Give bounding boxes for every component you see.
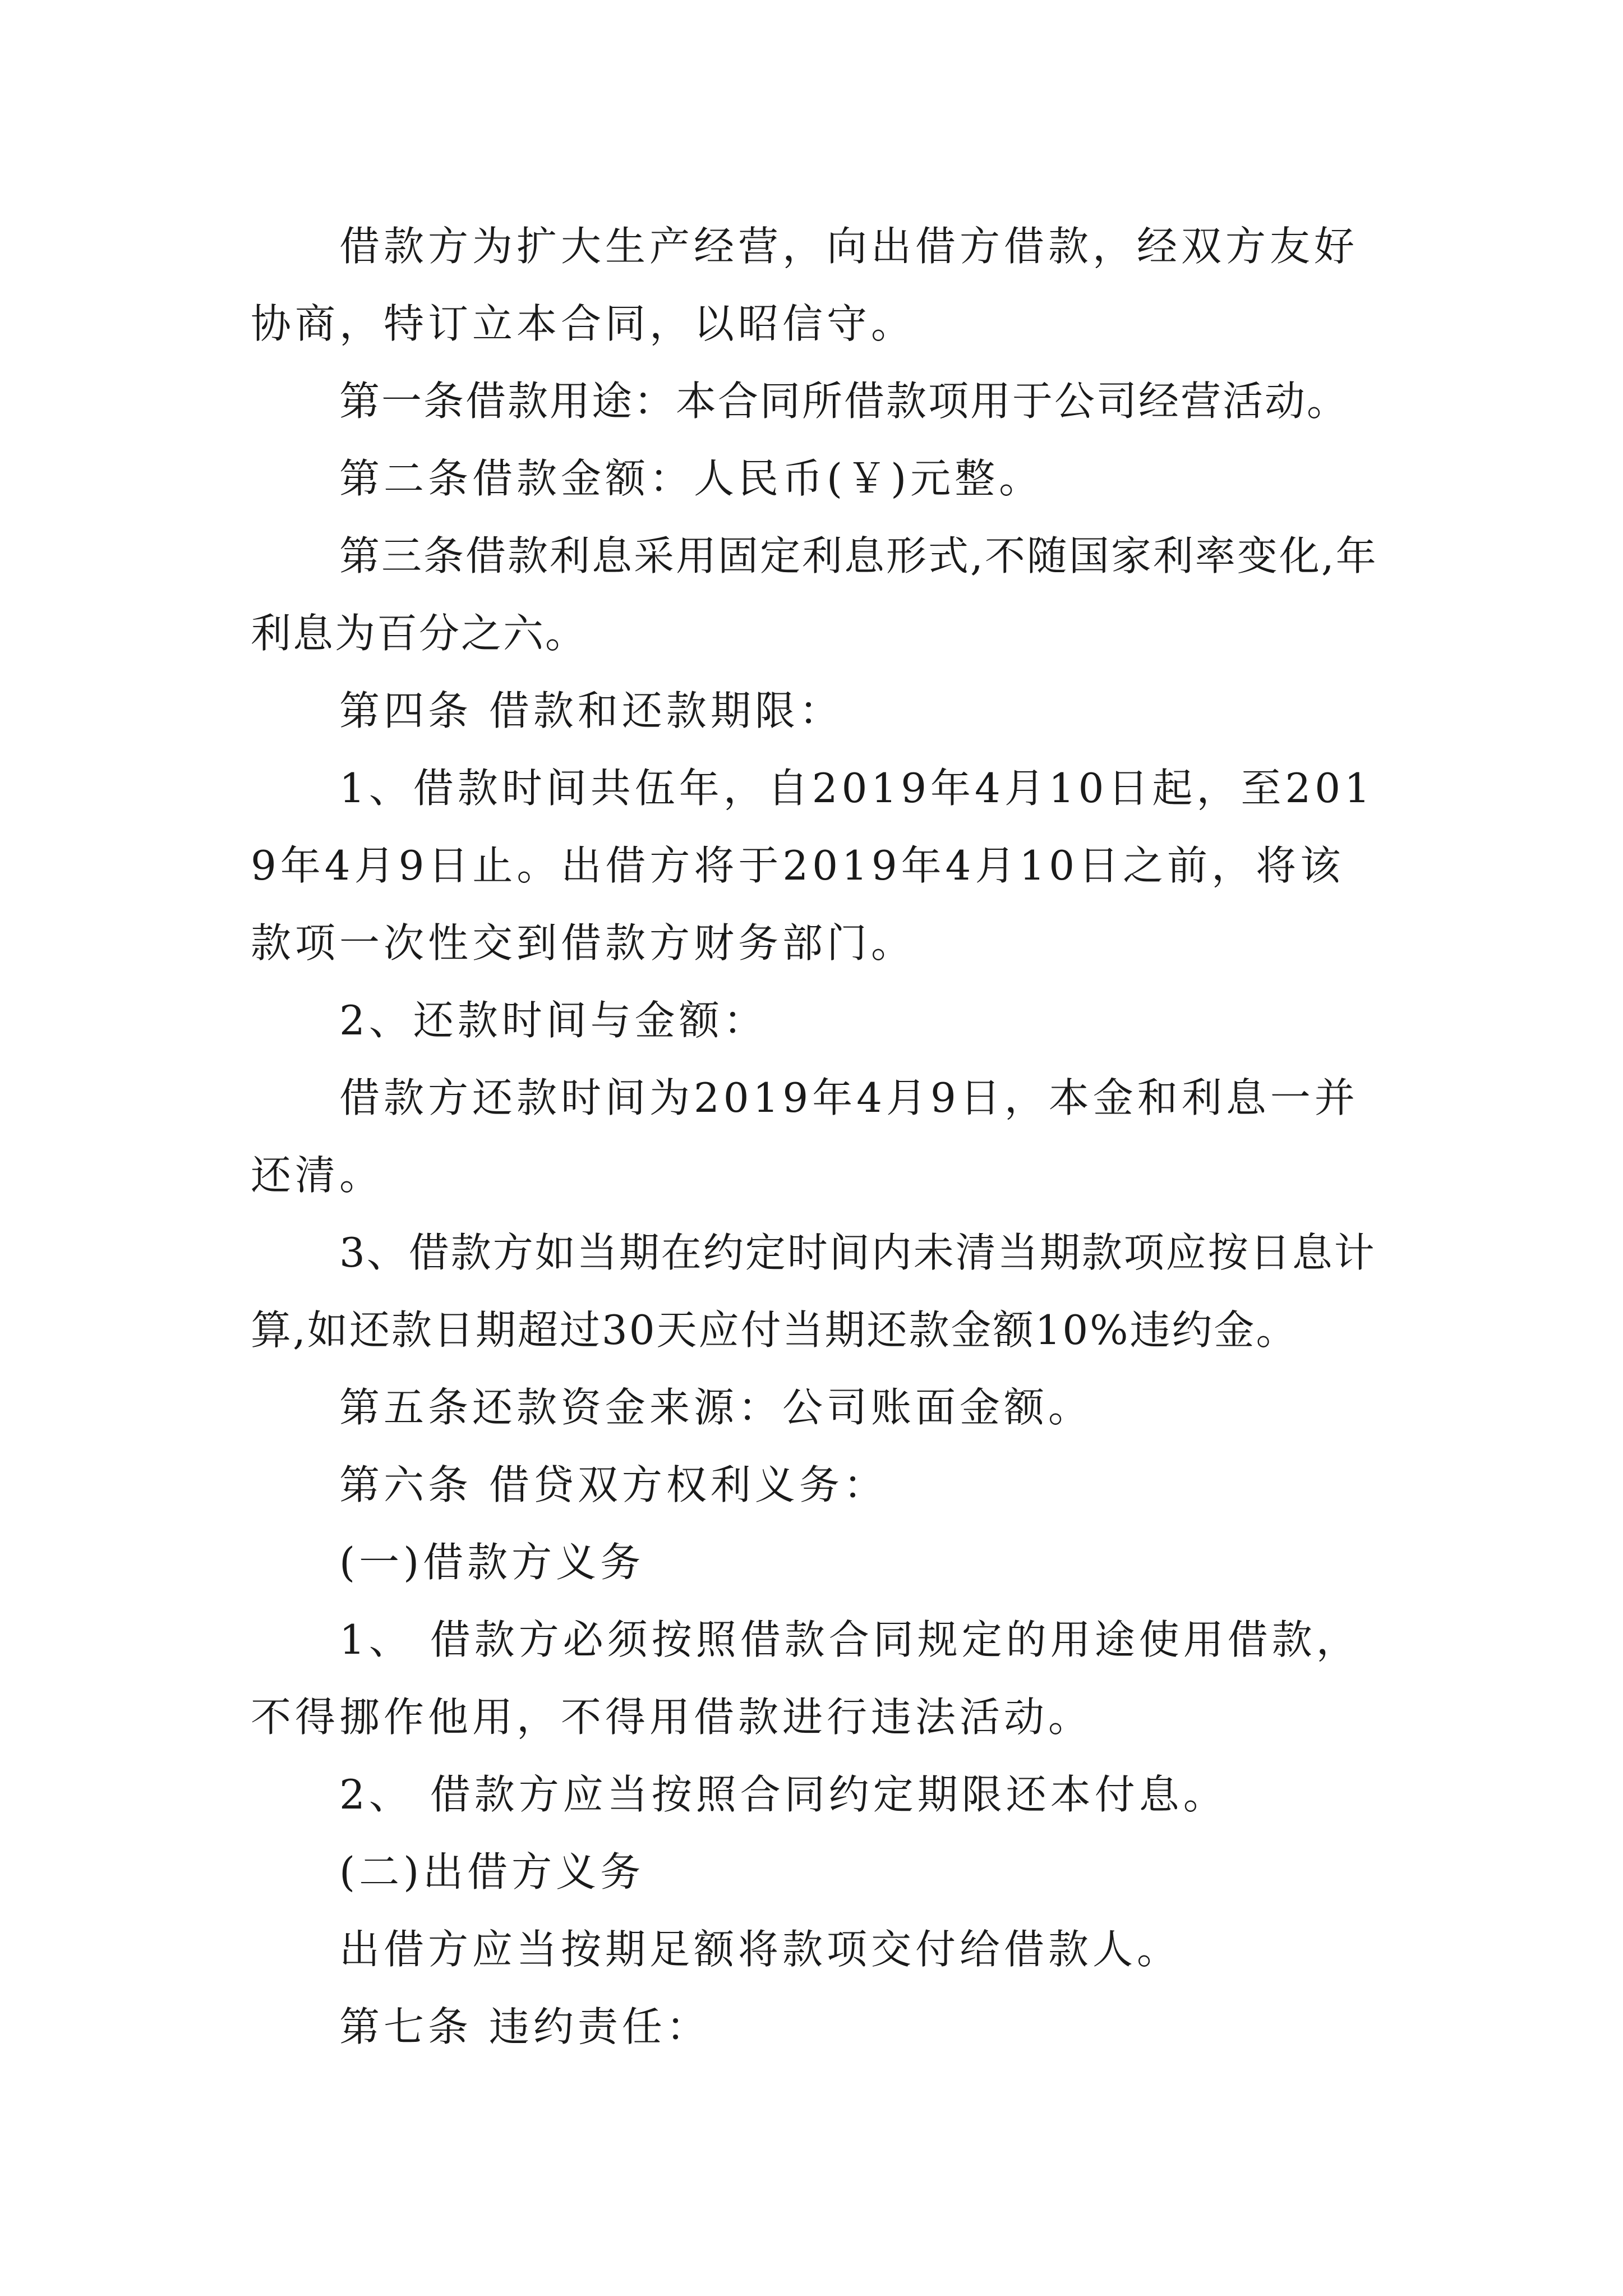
paragraph-article-4-item-1: 1、借款时间共伍年，自2019年4月10日起，至2019年4月9日止。出借方将于2019年4月10日之前，将该款项一次性交到借款方财务部门。 xyxy=(251,765,1374,967)
paragraph-article-3: 第三条借款利息采用固定利息形式,不随国家利率变化,年利息为百分之六。 xyxy=(251,532,1378,657)
paragraph-intro: 借款方为扩大生产经营，向出借方借款，经双方友好协商，特订立本合同，以昭信守。 xyxy=(251,223,1359,347)
paragraph-lender-obligations: (二)出借方义务 xyxy=(339,1848,645,1895)
contract-body xyxy=(251,208,1378,2065)
paragraph-article-4-item-2: 2、还款时间与金额： xyxy=(339,997,768,1044)
paragraph-article-1: 第一条借款用途：本合同所借款项用于公司经营活动。 xyxy=(339,378,1349,425)
paragraph-borrower-obligations: (一)借款方义务 xyxy=(339,1539,645,1586)
paragraph-article-4: 第四条 借款和还款期限： xyxy=(339,687,843,734)
paragraph-article-2: 第二条借款金额：人民币(￥)元整。 xyxy=(339,455,1044,502)
paragraph-repayment-time: 借款方还款时间为2019年4月9日，本金和利息一并还清。 xyxy=(251,1074,1359,1199)
paragraph-lender-obligation-1: 出借方应当按期足额将款项交付给借款人。 xyxy=(339,1926,1182,1973)
paragraph-borrower-obligation-2: 2、 借款方应当按照合同约定期限还本付息。 xyxy=(339,1771,1228,1818)
paragraph-article-4-item-3: 3、借款方如当期在约定时间内未清当期款项应按日息计算,如还款日期超过30天应付当期还款金额10%违约金。 xyxy=(251,1229,1376,1354)
paragraph-article-7: 第七条 违约责任： xyxy=(339,2003,711,2050)
paragraph-borrower-obligation-1: 1、 借款方必须按照借款合同规定的用途使用借款，不得挪作他用，不得用借款进行违法活动。 xyxy=(251,1616,1361,1741)
paragraph-article-6: 第六条 借贷双方权利义务： xyxy=(339,1461,888,1508)
paragraph-article-5: 第五条还款资金来源：公司账面金额。 xyxy=(339,1384,1093,1431)
